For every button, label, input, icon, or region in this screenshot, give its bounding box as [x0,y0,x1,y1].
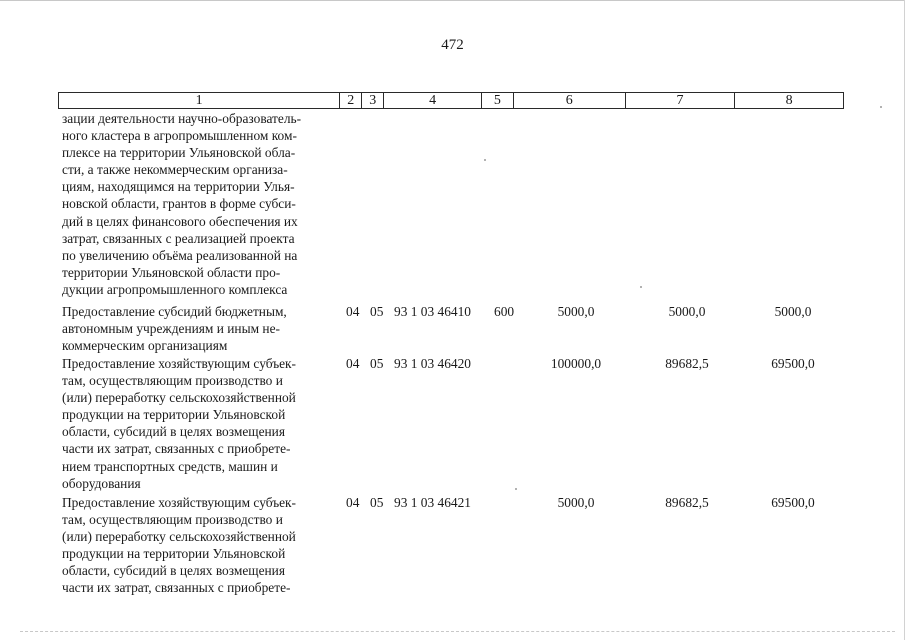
row-target-article-code: 93 1 03 46420 [394,356,471,371]
header-col-7: 7 [626,93,736,108]
header-col-5: 5 [482,93,514,108]
scan-speck [880,106,882,108]
scan-edge-top [0,0,905,2]
scan-speck [640,286,642,288]
page-number: 472 [441,37,464,53]
row-amount-col8: 69500,0 [771,356,815,371]
row-amount-col7: 89682,5 [665,356,709,371]
row-amount-col7: 5000,0 [668,304,706,319]
row-description: Предоставление субсидий бюджетным, автономным учреждениям и иным не- коммерческим организациям [62,304,287,354]
row-amount-col8: 69500,0 [771,495,815,510]
row-target-article-code: 93 1 03 46410 [394,304,471,319]
row-subsection-code: 05 [370,304,384,319]
table-header-row [58,92,844,109]
header-col-4: 4 [384,93,482,108]
row-section-code: 04 [346,356,360,371]
row-amount-col7: 89682,5 [665,495,709,510]
scan-speck [515,488,517,490]
row-expense-type-code: 600 [494,304,515,319]
row-amount-col6: 100000,0 [550,356,602,371]
row-amount-col6: 5000,0 [557,304,595,319]
header-col-2: 2 [340,93,362,108]
header-col-6: 6 [514,93,626,108]
row-description: зации деятельности научно-образователь- ного кластера в агропромышленном ком- плексе на территории Ульяновской обла- сти, а также некоммерческим организа- циям, находящимся на территории Улья- новской области, грантов в форме субси- дий в целях финансового обеспечения их затрат, связанных с реализацией проекта по увеличению объёма реализованной на территории Ульяновской области про- дукции агропромышленного комплекса [62,111,302,297]
scan-edge-bottom [20,631,895,632]
row-amount-col8: 5000,0 [774,304,812,319]
row-amount-col6: 5000,0 [557,495,595,510]
row-subsection-code: 05 [370,356,384,371]
scan-speck [484,159,486,161]
header-col-3: 3 [362,93,384,108]
row-section-code: 04 [346,495,360,510]
row-description: Предоставление хозяйствующим субъек- там, осуществляющим производство и (или) переработку сельскохозяйственной продукции на территории Ульяновской области, субсидий в целях возмещения части их затрат, связанных с приобрете- [62,495,297,596]
row-section-code: 04 [346,304,360,319]
header-col-8: 8 [785,93,793,108]
row-description: Предоставление хозяйствующим субъек- там, осуществляющим производство и (или) переработку сельскохозяйственной продукции на территории Ульяновской области, субсидий в целях возмещения части их затрат, связанных с приобрете- нием транспортных средств, машин и оборудования [62,356,297,491]
header-col-1: 1 [59,93,340,108]
row-target-article-code: 93 1 03 46421 [394,495,471,510]
row-subsection-code: 05 [370,495,384,510]
